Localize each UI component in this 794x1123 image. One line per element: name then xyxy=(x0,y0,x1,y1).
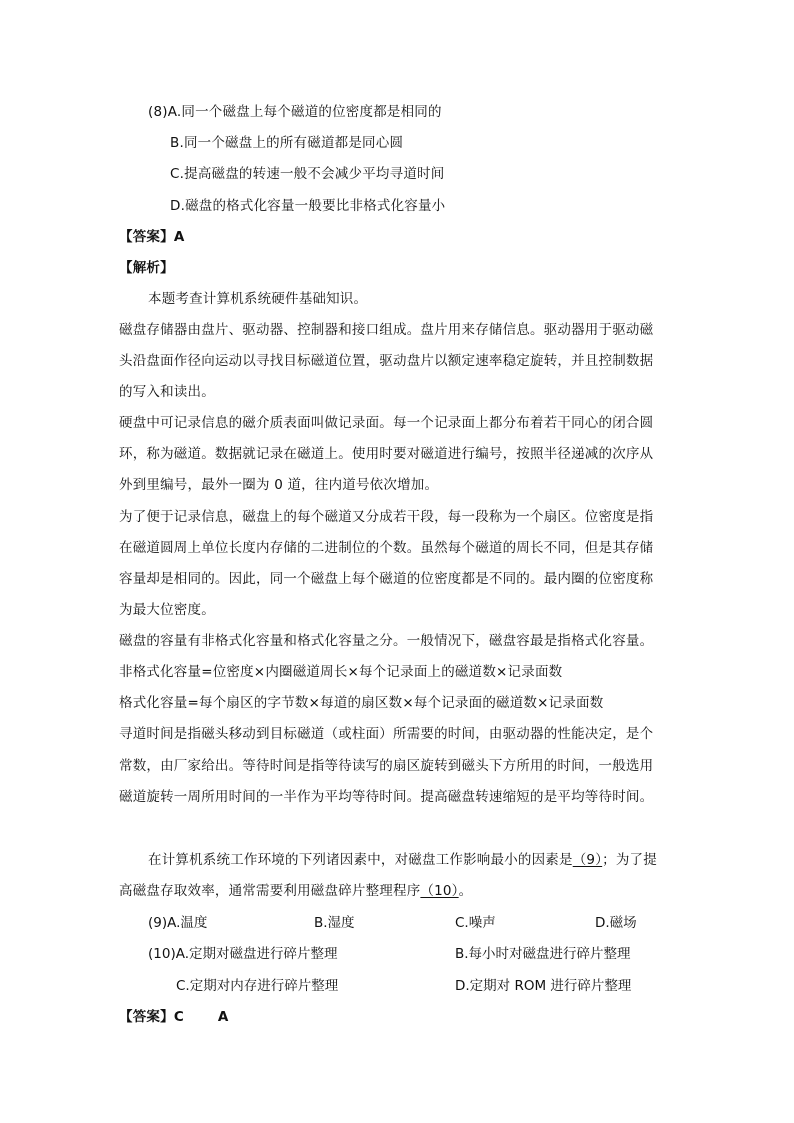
analysis-line: 磁盘存储器由盘片、驱动器、控制器和接口组成。盘片用来存储信息。驱动器用于驱动磁 xyxy=(119,322,654,338)
analysis-line: 容量却是相同的。因此，同一个磁盘上每个磁道的位密度都是不同的。最内圈的位密度称 xyxy=(119,571,654,587)
blank-9: （9） xyxy=(572,852,603,868)
q8-answer xyxy=(119,227,184,247)
analysis-line: 寻道时间是指磁头移动到目标磁道（或柱面）所需要的时间，由驱动器的性能决定，是个 xyxy=(119,726,654,742)
q9-option-b: B.湿度 xyxy=(314,915,355,931)
analysis-line: 环，称为磁道。数据就记录在磁道上。使用时要对磁道进行编号，按照半径递减的次序从 xyxy=(119,446,654,462)
blank-10: （10） xyxy=(420,883,459,899)
q8-option-d: D.磁盘的格式化容量一般要比非格式化容量小 xyxy=(170,198,446,214)
q8-option-a: (8)A.同一个磁盘上每个磁道的位密度都是相同的 xyxy=(148,104,442,120)
q8-option-c: C.提高磁盘的转速一般不会减少平均寻道时间 xyxy=(170,166,445,182)
answer-value: A xyxy=(173,229,185,245)
q9-option-c: C.噪声 xyxy=(455,915,496,931)
q9-10-answer xyxy=(119,1007,229,1027)
analysis-line: 为最大位密度。 xyxy=(119,602,215,618)
analysis-line: 外到里编号，最外一圈为 0 道，往内道号依次增加。 xyxy=(119,477,439,493)
q10-option-a: (10)A.定期对磁盘进行碎片整理 xyxy=(148,946,338,962)
analysis-line: 本题考查计算机系统硬件基础知识。 xyxy=(148,291,368,307)
q9-option-d: D.磁场 xyxy=(595,915,637,931)
q9-option-a: (9)A.温度 xyxy=(148,915,208,931)
analysis-line: 常数，由厂家给出。等待时间是指等待读写的扇区旋转到磁头下方所用的时间，一般选用 xyxy=(119,758,654,774)
stem-text: 。 xyxy=(458,883,473,899)
q8-option-b: B.同一个磁盘上的所有磁道都是同心圆 xyxy=(170,135,404,151)
answer-value-10: A xyxy=(217,1009,229,1025)
stem-text: 高磁盘存取效率，通常需要利用磁盘碎片整理程序 xyxy=(119,883,421,899)
q9-stem-line2 xyxy=(119,881,472,901)
answer-label: 【答案】 xyxy=(119,229,174,245)
analysis-line: 格式化容量=每个扇区的字节数×每道的扇区数×每个记录面的磁道数×记录面数 xyxy=(119,695,604,711)
analysis-line: 磁盘的容量有非格式化容量和格式化容量之分。一般情况下，磁盘容最是指格式化容量。 xyxy=(119,633,654,649)
analysis-line: 非格式化容量=位密度×内圈磁道周长×每个记录面上的磁道数×记录面数 xyxy=(119,664,563,680)
q10-option-c: C.定期对内存进行碎片整理 xyxy=(176,978,339,994)
stem-text: ；为了提 xyxy=(602,852,657,868)
q9-stem-line1 xyxy=(148,850,657,870)
q10-option-b: B.每小时对磁盘进行碎片整理 xyxy=(455,946,631,962)
analysis-line: 头沿盘面作径向运动以寻找目标磁道位置，驱动盘片以额定速率稳定旋转，并且控制数据 xyxy=(119,353,654,369)
analysis-line: 磁道旋转一周所用时间的一半作为平均等待时间。提高磁盘转速缩短的是平均等待时间。 xyxy=(119,789,654,805)
answer-value-9: C xyxy=(173,1009,184,1025)
analysis-line: 硬盘中可记录信息的磁介质表面叫做记录面。每一个记录面上都分布着若干同心的闭合圆 xyxy=(119,415,654,431)
analysis-line: 在磁道圆周上单位长度内存储的二进制位的个数。虽然每个磁道的周长不同，但是其存储 xyxy=(119,540,654,556)
stem-text: 在计算机系统工作环境的下列诸因素中，对磁盘工作影响最小的因素是 xyxy=(148,852,573,868)
q10-option-d: D.定期对 ROM 进行碎片整理 xyxy=(455,978,632,994)
analysis-line: 为了便于记录信息，磁盘上的每个磁道又分成若干段，每一段称为一个扇区。位密度是指 xyxy=(119,509,654,525)
answer-label: 【答案】 xyxy=(119,1009,174,1025)
analysis-line: 的写入和读出。 xyxy=(119,384,215,400)
analysis-label: 【解析】 xyxy=(119,260,174,276)
